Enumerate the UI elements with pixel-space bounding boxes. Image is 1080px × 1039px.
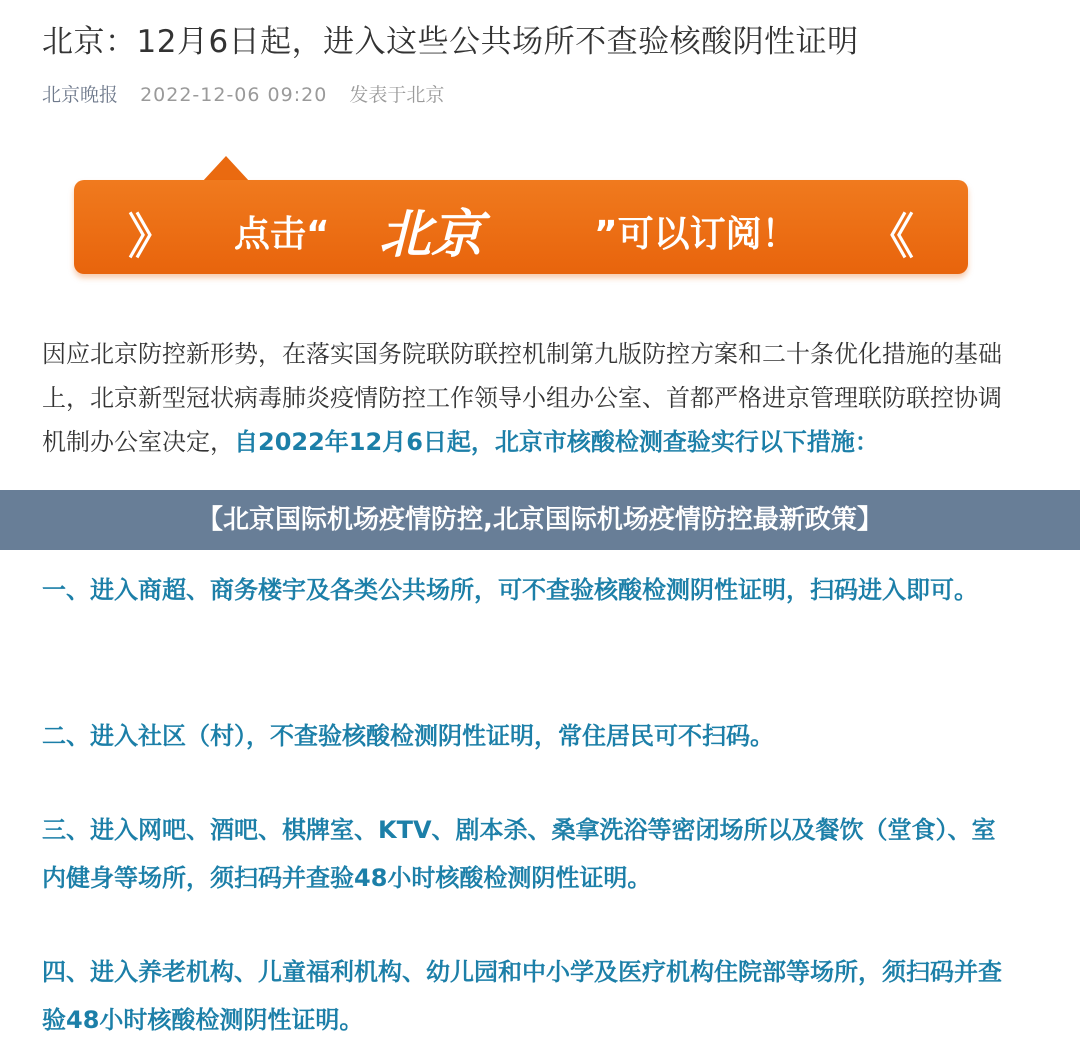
banner-prefix: 点击“ <box>234 214 330 255</box>
article-time: 2022-12-06 09:20 <box>140 84 328 106</box>
measure-item: 三、进入网吧、酒吧、棋牌室、KTV、剧本杀、桑拿洗浴等密闭场所以及餐饮（堂食）、室内健身等场所，须扫码并查验48小时核酸检测阴性证明。 <box>42 816 996 892</box>
article-meta <box>42 80 444 107</box>
measure-item: 四、进入养老机构、儿童福利机构、幼儿园和中小学及医疗机构住院部等场所，须扫码并查验48小时核酸检测阴性证明。 <box>42 958 1002 1034</box>
chevron-right-icon: 》 <box>128 209 177 265</box>
article-title: 北京：12月6日起，进入这些公共场所不查验核酸阴性证明 <box>42 24 859 60</box>
banner-suffix: ”可以订阅！ <box>594 214 798 255</box>
measure-item: 一、进入商超、商务楼宇及各类公共场所，可不查验核酸检测阴性证明，扫码进入即可。 <box>42 576 978 604</box>
subscribe-banner[interactable] <box>74 156 968 276</box>
article-source-link[interactable]: 北京晚报 <box>42 84 119 106</box>
banner-notch <box>202 156 250 182</box>
intro-highlight: 自2022年12月6日起，北京市核酸检测查验实行以下措施： <box>234 428 879 456</box>
overlay-caption: 【北京国际机场疫情防控,北京国际机场疫情防控最新政策】 <box>0 490 1080 550</box>
article-location: 发表于北京 <box>349 84 445 106</box>
chevron-left-icon: 《 <box>865 209 914 265</box>
subscribe-banner-body[interactable] <box>74 180 968 274</box>
intro-paragraph <box>42 332 1012 464</box>
intro-text: 因应北京防控新形势，在落实国务院联防联控机制第九版防控方案和二十条优化措施的基础上，北京新型冠状病毒肺炎疫情防控工作领导小组办公室、首都严格进京管理联防联控协调机制办公室决定， <box>42 340 1002 456</box>
banner-account-name: 北京 <box>379 204 484 265</box>
measure-item: 二、进入社区（村），不查验核酸检测阴性证明，常住居民可不扫码。 <box>42 722 774 750</box>
